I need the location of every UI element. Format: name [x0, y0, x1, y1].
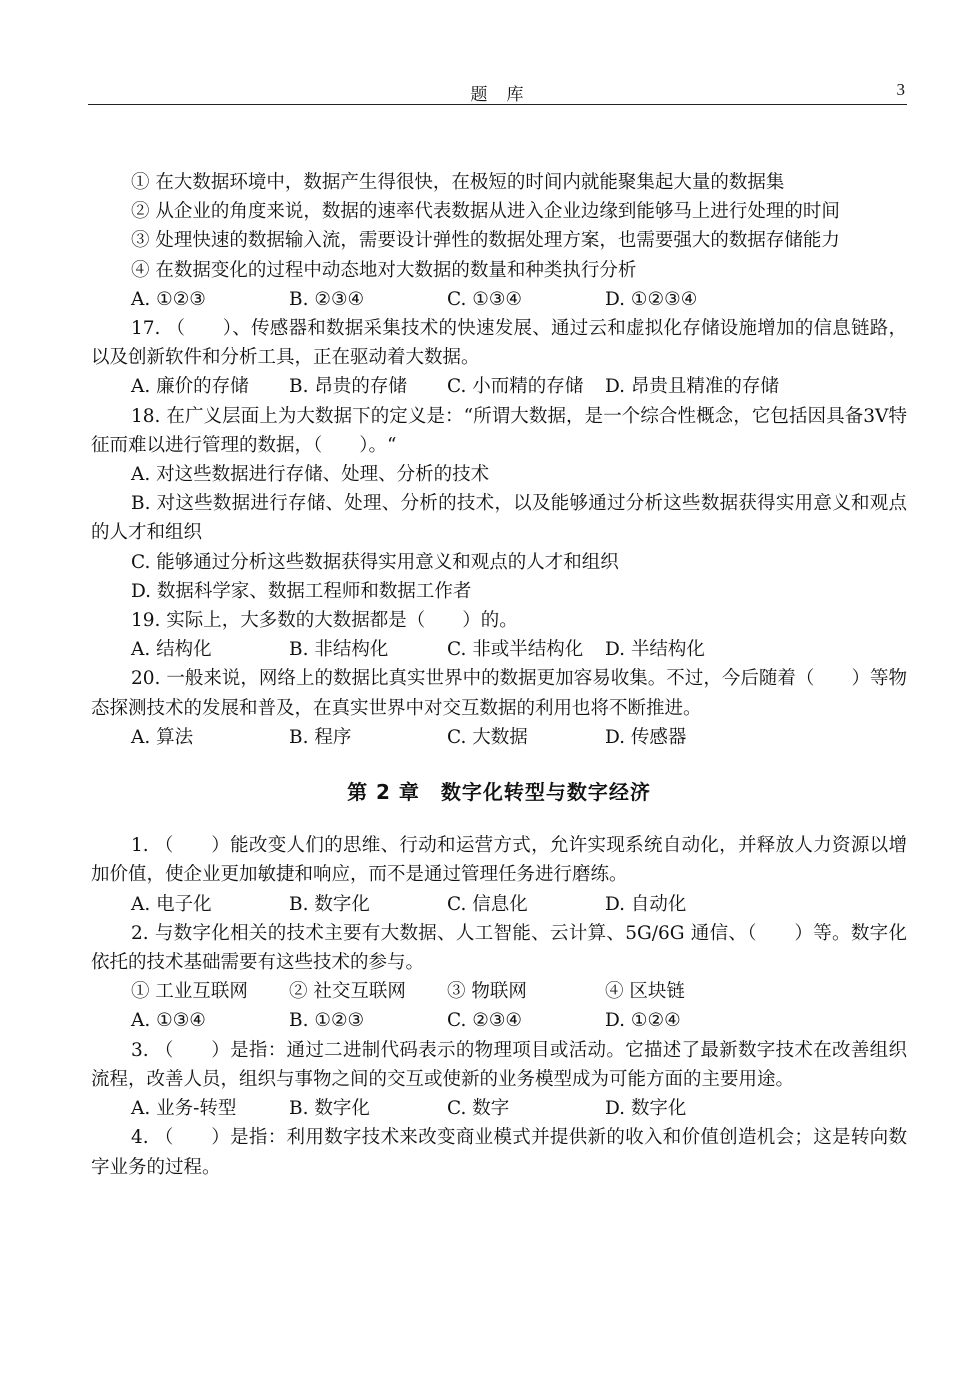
c2q2-items: [91, 977, 907, 1006]
q16-option-b: B. ②③④: [289, 288, 365, 310]
c2q2-option-d: D. ①②④: [605, 1010, 681, 1032]
c2q2-item-2: ② 社交互联网: [289, 981, 406, 1003]
page-header: [88, 78, 907, 105]
q17-option-b: B. 昂贵的存储: [289, 376, 407, 398]
q16-option-a: A. ①②③: [131, 288, 206, 310]
q20-option-c: C. 大数据: [447, 726, 528, 748]
q20-option-b: B. 程序: [289, 726, 352, 748]
q16-item-3: ③ 处理快速的数据输入流，需要设计弹性的数据处理方案，也需要强大的数据存储能力: [131, 230, 840, 252]
q18-option-a: A. 对这些数据进行存储、处理、分析的技术: [131, 464, 490, 486]
c2q2-item-4: ④ 区块链: [605, 981, 685, 1003]
c2q3-options: [91, 1094, 907, 1123]
q16-option-c: C. ①③④: [447, 288, 523, 310]
c2q2-option-b: B. ①②③: [289, 1010, 365, 1032]
q17-option-a: A. 廉价的存储: [131, 376, 249, 398]
c2q1-stem: 1. （ ）能改变人们的思维、行动和运营方式，允许实现系统自动化，并释放人力资源以增加价值，使企业更加敏捷和响应，而不是通过管理任务进行磨练。: [91, 835, 907, 886]
page-content: [91, 168, 907, 1182]
q19-options: [91, 635, 907, 664]
q20-options: [91, 723, 907, 752]
c2q1-options: [91, 890, 907, 919]
c2q1-option-a: A. 电子化: [131, 893, 212, 915]
q17-options: [91, 372, 907, 401]
c2q3-option-d: D. 数字化: [605, 1098, 687, 1120]
q17-stem: 17. （ ）、传感器和数据采集技术的快速发展、通过云和虚拟化存储设施增加的信息链路，以及创新软件和分析工具，正在驱动着大数据。: [91, 318, 907, 369]
q19-option-b: B. 非结构化: [289, 639, 389, 661]
q18-option-c: C. 能够通过分析这些数据获得实用意义和观点的人才和组织: [131, 551, 619, 573]
q19-option-d: D. 半结构化: [605, 639, 705, 661]
q18-stem: 18. 在广义层面上为大数据下的定义是：“所谓大数据，是一个综合性概念，它包括因具备3V特征而难以进行管理的数据，（ ）。“: [91, 405, 907, 456]
c2q2-option-a: A. ①③④: [131, 1010, 206, 1032]
c2q2-option-c: C. ②③④: [447, 1010, 523, 1032]
q20-option-d: D. 传感器: [605, 726, 687, 748]
q16-item-2: ② 从企业的角度来说，数据的速率代表数据从进入企业边缘到能够马上进行处理的时间: [131, 201, 840, 223]
q19-option-a: A. 结构化: [131, 639, 212, 661]
c2q2-options: [91, 1006, 907, 1035]
q16-option-d: D. ①②③④: [605, 288, 698, 310]
c2q1-option-b: B. 数字化: [289, 893, 370, 915]
q19-option-c: C. 非或半结构化: [447, 639, 584, 661]
c2q3-option-b: B. 数字化: [289, 1098, 370, 1120]
q20-option-a: A. 算法: [131, 726, 194, 748]
chapter-title: 第 2 章 数字化转型与数字经济: [347, 780, 651, 805]
c2q1-option-c: C. 信息化: [447, 893, 528, 915]
q19-stem: 19. 实际上，大多数的大数据都是（ ）的。: [131, 610, 518, 632]
c2q2-item-3: ③ 物联网: [447, 981, 527, 1003]
c2q3-option-a: A. 业务-转型: [131, 1098, 237, 1120]
q16-item-4: ④ 在数据变化的过程中动态地对大数据的数量和种类执行分析: [131, 259, 637, 281]
c2q2-stem: 2. 与数字化相关的技术主要有大数据、人工智能、云计算、5G/6G 通信、（ ）等。数字化依托的技术基础需要有这些技术的参与。: [91, 922, 907, 974]
c2q4-stem: 4. （ ）是指：利用数字技术来改变商业模式并提供新的收入和价值创造机会；这是转向数字业务的过程。: [91, 1127, 907, 1178]
c2q3-option-c: C. 数字: [447, 1098, 510, 1120]
q17-option-c: C. 小而精的存储: [447, 376, 584, 398]
header-title: 题 库: [470, 85, 525, 105]
q20-stem: 20. 一般来说，网络上的数据比真实世界中的数据更加容易收集。不过，今后随着（ ）等物态探测技术的发展和普及，在真实世界中对交互数据的利用也将不断推进。: [91, 668, 907, 719]
q17-option-d: D. 昂贵且精准的存储: [605, 376, 779, 398]
q16-options: [91, 285, 907, 314]
q16-item-1: ① 在大数据环境中，数据产生得很快，在极短的时间内就能聚集起大量的数据集: [131, 172, 785, 193]
page-number: 3: [896, 80, 905, 99]
c2q1-option-d: D. 自动化: [605, 893, 687, 915]
q18-option-d: D. 数据科学家、数据工程师和数据工作者: [131, 580, 472, 602]
q18-option-b: B. 对这些数据进行存储、处理、分析的技术，以及能够通过分析这些数据获得实用意义和观点的人才和组织: [91, 493, 907, 544]
c2q3-stem: 3. （ ）是指：通过二进制代码表示的物理项目或活动。它描述了最新数字技术在改善组织流程，改善人员，组织与事物之间的交互或使新的业务模型成为可能方面的主要用途。: [91, 1039, 907, 1090]
c2q2-item-1: ① 工业互联网: [131, 981, 248, 1003]
